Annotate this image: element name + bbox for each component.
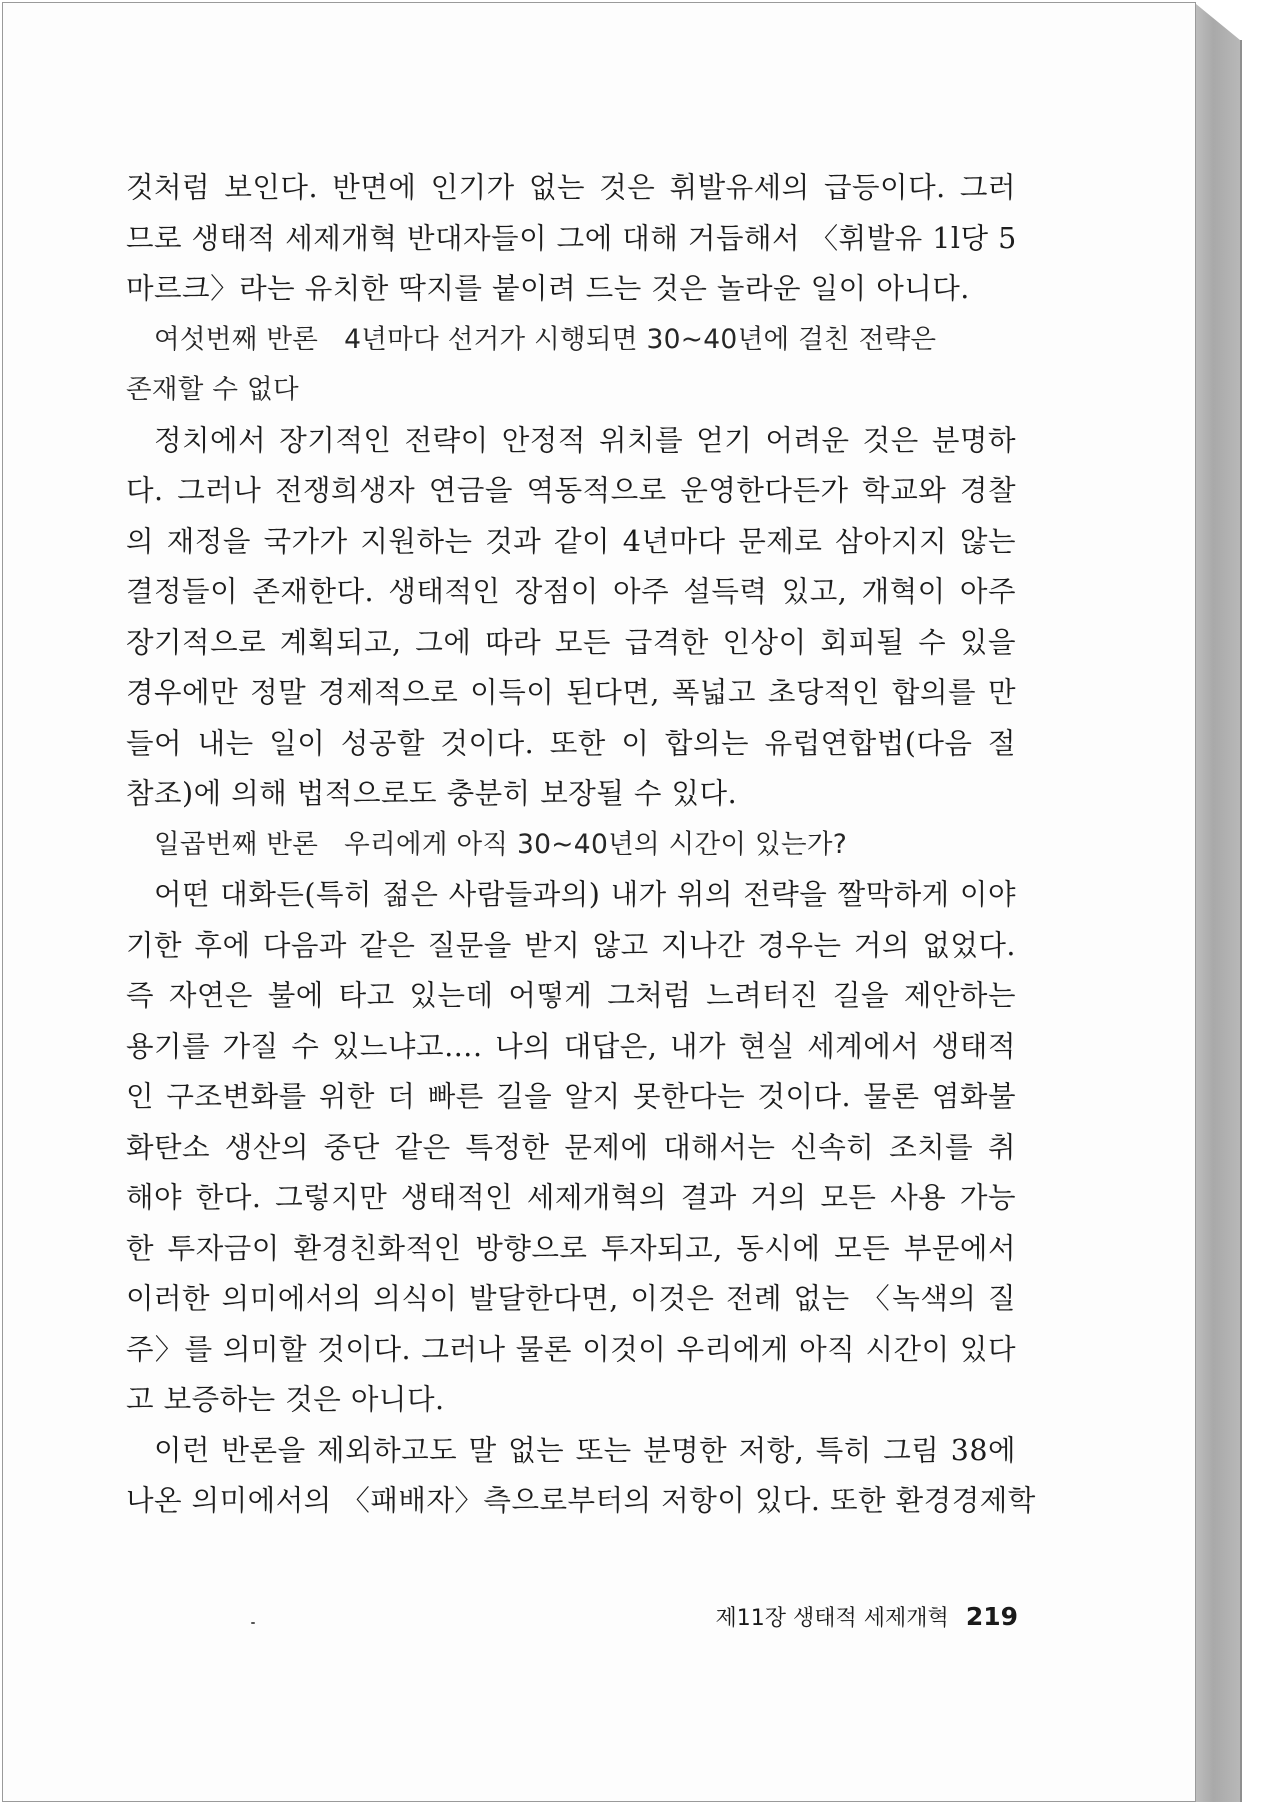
scan-speck <box>251 1622 255 1624</box>
body-text-line: 것처럼 보인다. 반면에 인기가 없는 것은 휘발유세의 급등이다. 그러 <box>126 171 1016 204</box>
body-text-line: 므로 생태적 세제개혁 반대자들이 그에 대해 거듭해서 〈휘발유 1l당 5 <box>126 221 1017 255</box>
page-body-text <box>126 163 1036 1527</box>
page-number: 219 <box>965 1602 1018 1631</box>
body-text-line: 의 재정을 국가가 지원하는 것과 같이 4년마다 문제로 삼아지지 않는 <box>126 524 1016 558</box>
counterargument-title: 우리에게 아직 30~40년의 시간이 있는가? <box>344 828 848 860</box>
counterargument-heading-continued: 존재할 수 없다 <box>126 374 299 405</box>
body-text-line: 이런 반론을 제외하고도 말 없는 또는 분명한 저항, 특히 그림 38에 <box>154 1433 1016 1467</box>
body-text-line: 고 보증하는 것은 아니다. <box>126 1383 445 1416</box>
body-text-line: 즉 자연은 불에 타고 있는데 어떻게 그처럼 느려터진 길을 제안하는 <box>126 979 1016 1012</box>
body-text-line: 다. 그러나 전쟁희생자 연금을 역동적으로 운영한다든가 학교와 경찰 <box>126 474 1016 507</box>
page-stack-border <box>1240 40 1242 1802</box>
body-text-line: 용기를 가질 수 있느냐고…. 나의 대답은, 내가 현실 세계에서 생태적 <box>126 1029 1016 1063</box>
body-text-line: 해야 한다. 그렇지만 생태적인 세제개혁의 결과 거의 모든 사용 가능 <box>126 1181 1016 1214</box>
body-text-line: 한 투자금이 환경친화적인 방향으로 투자되고, 동시에 모든 부문에서 <box>126 1231 1016 1265</box>
page-stack-edge <box>1196 4 1240 1802</box>
body-text-line: 정치에서 장기적인 전략이 안정적 위치를 얻기 어려운 것은 분명하 <box>154 423 1016 457</box>
body-text-line: 주〉를 의미할 것이다. 그러나 물론 이것이 우리에게 아직 시간이 있다 <box>126 1332 1016 1366</box>
body-text-line: 기한 후에 다음과 같은 질문을 받지 않고 지나간 경우는 거의 없었다. <box>126 928 1016 962</box>
body-text-line: 들어 내는 일이 성공할 것이다. 또한 이 합의는 유럽연합법(다음 절 <box>126 726 1016 760</box>
body-text-line: 화탄소 생산의 중단 같은 특정한 문제에 대해서는 신속히 조치를 취 <box>126 1130 1016 1164</box>
counterargument-title: 4년마다 선거가 시행되면 30~40년에 걸친 전략은 <box>344 323 937 355</box>
counterargument-heading <box>126 315 1016 366</box>
book-page <box>2 2 1196 1802</box>
counterargument-heading <box>126 820 1016 871</box>
counterargument-label: 일곱번째 반론 <box>154 828 319 860</box>
body-text-line: 인 구조변화를 위한 더 빠른 길을 알지 못한다는 것이다. 물론 염화불 <box>126 1080 1016 1113</box>
body-text-line: 어떤 대화든(특히 젊은 사람들과의) 내가 위의 전략을 짤막하게 이야 <box>154 878 1016 911</box>
counterargument-label: 여섯번째 반론 <box>154 323 319 355</box>
page-footer <box>703 1601 1018 1632</box>
body-text-line: 나온 의미에서의 〈패배자〉측으로부터의 저항이 있다. 또한 환경경제학 <box>126 1484 1036 1517</box>
body-text-line: 마르크〉라는 유치한 딱지를 붙이려 드는 것은 놀라운 일이 아니다. <box>126 272 970 305</box>
running-footer-chapter: 제11장 생태적 세제개혁 <box>715 1606 949 1631</box>
body-text-line: 장기적으로 계획되고, 그에 따라 모든 급격한 인상이 회피될 수 있을 <box>126 625 1016 659</box>
body-text-line: 이러한 의미에서의 의식이 발달한다면, 이것은 전례 없는 〈녹색의 질 <box>126 1282 1016 1315</box>
body-text-line: 경우에만 정말 경제적으로 이득이 된다면, 폭넓고 초당적인 합의를 만 <box>126 676 1016 709</box>
body-text-line: 결정들이 존재한다. 생태적인 장점이 아주 설득력 있고, 개혁이 아주 <box>126 575 1016 608</box>
body-text-line: 참조)에 의해 법적으로도 충분히 보장될 수 있다. <box>126 777 738 810</box>
